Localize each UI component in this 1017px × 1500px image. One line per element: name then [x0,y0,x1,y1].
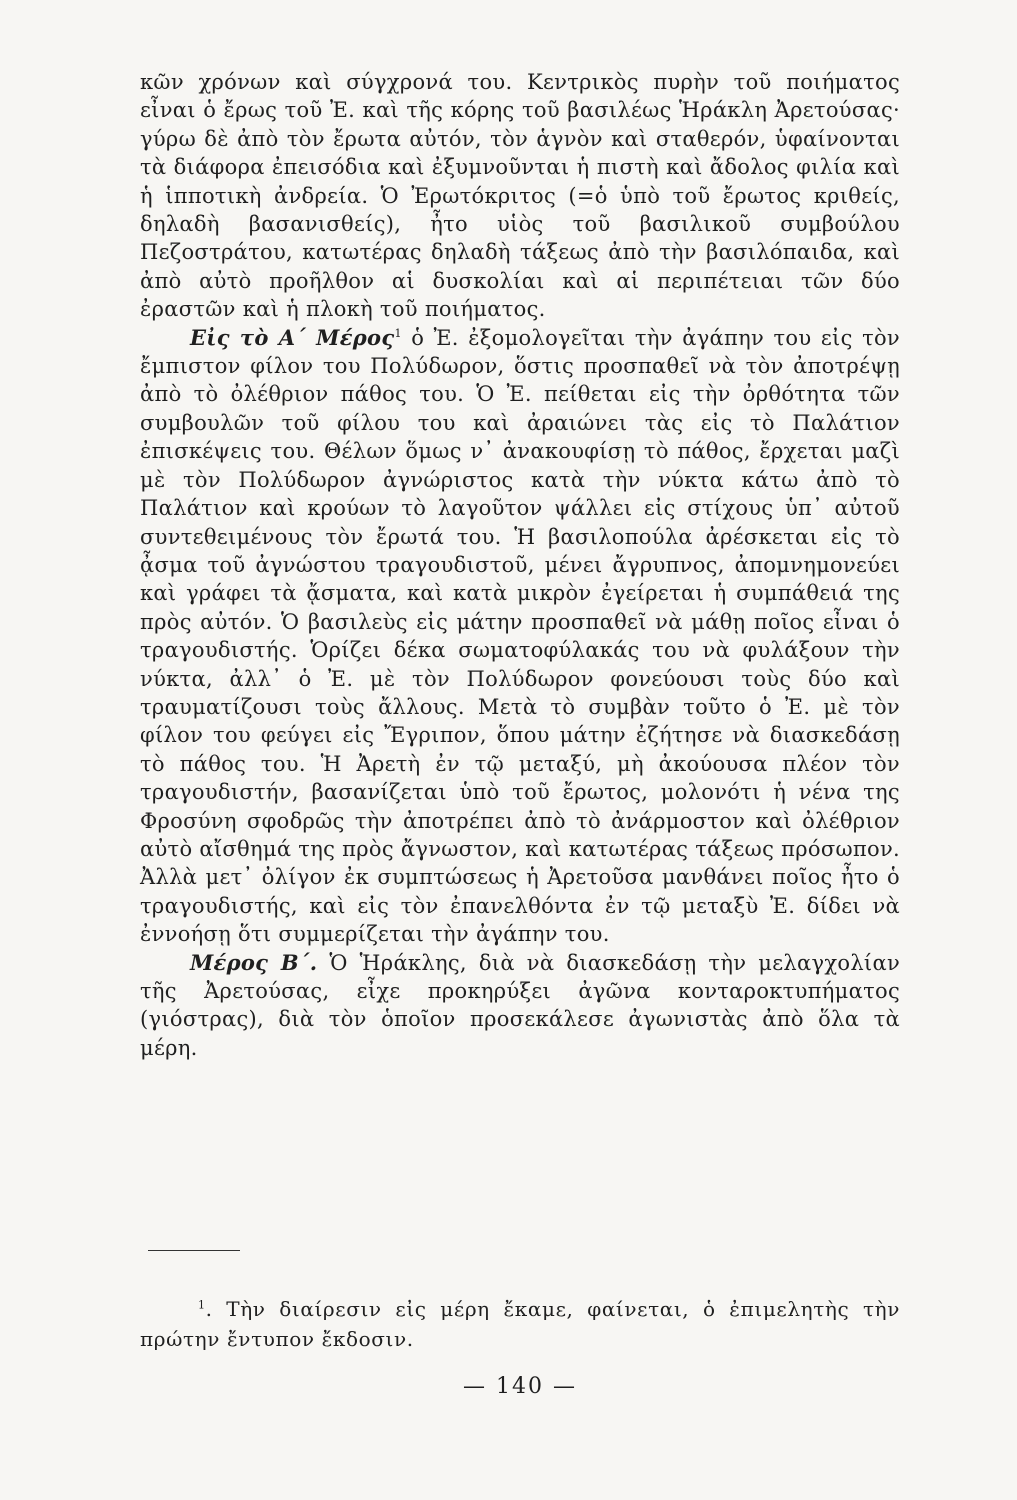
section-heading-part-a: Εἰς τὸ Α΄ Μέρος [190,324,395,350]
paragraph-part-b [140,949,900,1063]
page-number: — 140 — [463,1374,577,1399]
footnote-divider [148,1250,240,1251]
paragraph-intro [140,68,900,324]
paragraph-text: ὁ Ἐ. ἐξομολογεῖται τὴν ἀγάπην του εἰς τὸν ἔμπιστον φίλον του Πολύδωρον, ὅστις προσπαθεῖ νὰ τὸν ἀποτρέψῃ ἀπὸ τὸ ὀλέθριον πάθος του. Ὁ Ἐ. πείθεται εἰς τὴν ὀρθότητα τῶν συμβουλῶν τοῦ φίλου του καὶ ἀραιώνει τὰς εἰς τὸ Παλάτιον ἐπισκέψεις του. Θέλων ὅμως ν᾿ ἀνακουφίσῃ τὸ πάθος, ἔρχεται μαζὶ μὲ τὸν Πολύδωρον ἀγνώριστος κατὰ τὴν νύκτα κάτω ἀπὸ τὸ Παλάτιον καὶ κρούων τὸ λαγοῦτον ψάλλει εἰς στίχους ὑπ᾿ αὐτοῦ συντεθειμένους τὸν ἔρωτά του. Ἡ βασιλοπούλα ἀρέσκεται εἰς τὸ ᾆσμα τοῦ ἀγνώστου τραγουδιστοῦ, μένει ἄγρυπνος, ἀπομνημονεύει καὶ γράφει τὰ ᾄσματα, καὶ κατὰ μικρὸν ἐγείρεται ἡ συμπάθειά της πρὸς αὐτόν. Ὁ βασιλεὺς εἰς μάτην προσπαθεῖ νὰ μάθῃ ποῖος εἶναι ὁ τραγουδιστής. Ὁρίζει δέκα σωματοφύλακάς του νὰ φυλάξουν τὴν νύκτα, ἀλλ᾿ ὁ Ἐ. μὲ τὸν Πολύδωρον φονεύουσι τοὺς δύο καὶ τραυματίζουσι τοὺς ἄλλους. Μετὰ τὸ συμβὰν τοῦτο ὁ Ἐ. μὲ τὸν φίλον του φεύγει εἰς Ἔγριπον, ὅπου μάτην ἐζήτησε νὰ διασκεδάσῃ τὸ πάθος του. Ἡ Ἀρετὴ ἐν τῷ μεταξύ, μὴ ἀκούουσα πλέον τὸν τραγουδιστήν, βασανίζεται ὑπὸ τοῦ ἔρωτος, μολονότι ἡ νένα της Φροσύνη σφοδρῶς τὴν ἀποτρέπει ἀπὸ τὸ ἀνάρμοστον καὶ ὀλέθριον αὐτὸ αἴσθημά της πρὸς ἄγνωστον, καὶ κατωτέρας τάξεως πρόσωπον. Ἀλλὰ μετ᾿ ὀλίγον ἐκ συμπτώσεως ἡ Ἀρετοῦσα μανθάνει ποῖος ἦτο ὁ τραγουδιστής, καὶ εἰς τὸν ἐπανελθόντα ἐν τῷ μεταξὺ Ἐ. δίδει νὰ ἐννοήσῃ ὅτι συμμερίζεται τὴν ἀγάπην του. [140,325,900,947]
main-text [140,68,900,1062]
paragraph-text: κῶν χρόνων καὶ σύγχρονά του. Κεντρικὸς πυρὴν τοῦ ποιήματος εἶναι ὁ ἔρως τοῦ Ἐ. καὶ τῆς κόρης τοῦ βασιλέως Ἡράκλη Ἀρετούσας· γύρω δὲ ἀπὸ τὸν ἔρωτα αὐτόν, τὸν ἁγνὸν καὶ σταθερόν, ὑφαίνονται τὰ διάφορα ἐπεισόδια καὶ ἐξυμνοῦνται ἡ πιστὴ καὶ ἄδολος φιλία καὶ ἡ ἱπποτικὴ ἀνδρεία. Ὁ Ἐρωτόκριτος (=ὁ ὑπὸ τοῦ ἔρωτος κριθείς, δηλαδὴ βασανισθείς), ἦτο υἱὸς τοῦ βασιλικοῦ συμβούλου Πεζοστράτου, κατωτέρας δηλαδὴ τάξεως ἀπὸ τὴν βασιλόπαιδα, καὶ ἀπὸ αὐτὸ προῆλθον αἱ δυσκολίαι καὶ αἱ περιπέτειαι τῶν δύο ἐραστῶν καὶ ἡ πλοκὴ τοῦ ποιήματος. [140,70,900,322]
section-heading-part-b: Μέρος Β΄. [190,949,318,975]
book-page [140,68,900,1438]
paragraph-part-a [140,324,900,949]
footnote-text: . Τὴν διαίρεσιν εἰς μέρη ἔκαμε, φαίνεται, ὁ ἐπιμελητὴς τὴν πρώτην ἔντυπον ἔκδοσιν. [140,1297,900,1351]
footnote-reference: 1 [394,326,402,340]
footnote [140,1294,900,1354]
paragraph-text: Ὁ Ἡράκλης, διὰ νὰ διασκεδάσῃ τὴν μελαγχολίαν τῆς Ἀρετούσας, εἶχε προκηρύξει ἀγῶνα κονταροκτυπήματος (γιόστρας), διὰ τὸν ὁποῖον προσεκάλεσε ἀγωνιστὰς ἀπὸ ὅλα τὰ μέρη. [140,950,901,1060]
footnote-marker: 1 [198,1298,206,1312]
